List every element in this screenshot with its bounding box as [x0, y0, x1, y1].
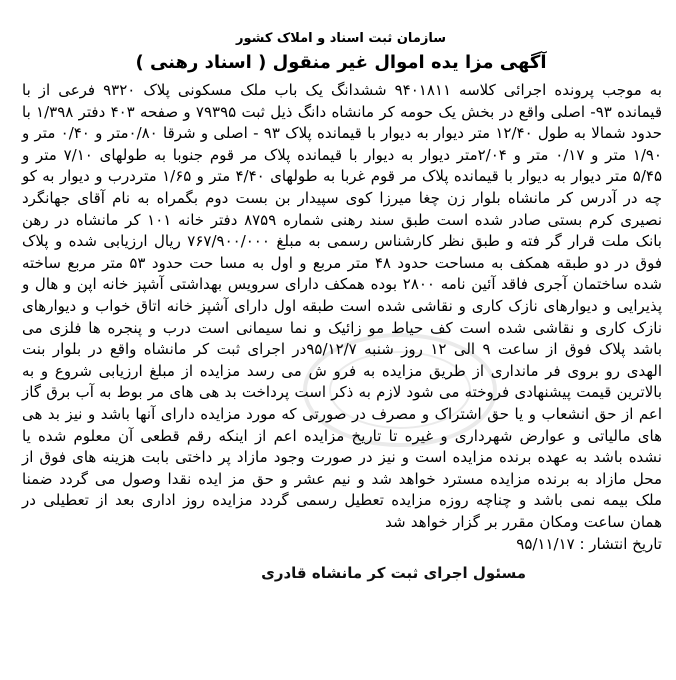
notice-title: آگهی مزا یده اموال غیر منقول ( اسناد رهنی )	[135, 52, 547, 73]
notice-body: به موجب پرونده اجرائی کلاسه ۹۴۰۱۸۱۱ ششدانگ یک باب ملک مسکونی پلاک ۹۳۲۰ فرعی از با قیمانده ۹۳- اصلی واقع در بخش یک حومه کر مانشاه دانگ ذیل ثبت ۷۹۳۹۵ و صفحه ۴۰۳ دفتر ۱/۳۹۸ با حدود شمالا به طول ۱۲/۴۰ متر دیوار به دیوار با قیمانده پلاک ۹۳ - اصلی و شرقا ۰/۸۰متر و ۰/۴۰ متر و ۱/۹۰ متر و ۰/۱۷ متر و ۲/۰۴متر دیوار به دیوار با قیمانده پلاک مر قوم جنوبا به طولهای ۷/۱۰ متر و ۵/۴۵ متر دیوار به دیوار با قیمانده پلاک مر قوم غربا به طولهای ۴/۴۰ متر و ۱/۶۵ متردرب و دیوار به کو چه در آدرس کر مانشاه بلوار زن چغا میرزا کوی سپیدار بن بست دوم بگمراه به نام آقای جهانگرد نصیری کرم بستی صادر شده است طبق سند رهنی شماره ۸۷۵۹ دفتر خانه ۱۰۱ کر مانشاه در رهن بانک ملت قرار گر فته و طبق نظر کارشناس رسمی به مبلغ ۷۶۷/۹۰۰/۰۰۰ ریال ارزیابی شده و پلاک فوق در دو طبقه همکف به مساحت حدود ۴۸ متر مربع و اول به مسا حت حدود ۵۳ متر مربع ساخته شده ساختمان آجری فاقد آئین نامه ۲۸۰۰ بوده همکف دارای سرویس بهداشتی آشپز خانه اپن و هال و پذیرایی و دیوارهای نازک کاری و نقاشی شده است طبقه اول دارای آشپز خانه اتاق خواب و دیوارهای نازک کاری و نقاشی شده است کف حیاط مو زائیک و نما سیمانی است درب و پنجره ها فلزی می باشد پلاک فوق از ساعت ۹ الی ۱۲ روز شنبه ۹۵/۱۲/۷در اجرای ثبت کر مانشاه واقع در بلوار بنت الهدی رو بروی فر مانداری از طریق مزایده به فرو ش می رسد مزایده از مبلغ ارزیابی شروع و به بالاترین قیمت پیشنهادی فروخته می شود لازم به ذکر است پرداخت بد هی های مر بوط به آب برق گاز اعم از حق انشعاب و یا حق اشتراک و مصرف در صورتی که مورد مزایده دارای آنها باشد و نیز بد هی های مالیاتی و عوارض شهرداری و غیره تا تاریخ مزایده اعم از اینکه رقم قطعی آن معلوم شده یا نشده باشد به عهده برنده مزایده است و نیز در صورت وجود مازاد پر داختی بابت هزینه های فوق از محل مازاد به برنده مزایده مسترد خواهد شد و نیم عشر و حق مز ایده نقدا وصول می گردد ضمنا ملک بیمه نمی باشد و چناچه روزه مزایده تعطیل رسمی گردد مزایده روز اداری بعد از تعطیلی در همان ساعت ومکان مقرر بر گزار خواهد شد	[22, 81, 663, 531]
publish-date: تاریخ انتشار : ۹۵/۱۱/۱۷	[516, 535, 662, 554]
signature-line: مسئول اجرای ثبت کر مانشاه قادری	[261, 564, 526, 583]
organization-name: سازمان ثبت اسناد و املاک کشور	[235, 31, 447, 46]
